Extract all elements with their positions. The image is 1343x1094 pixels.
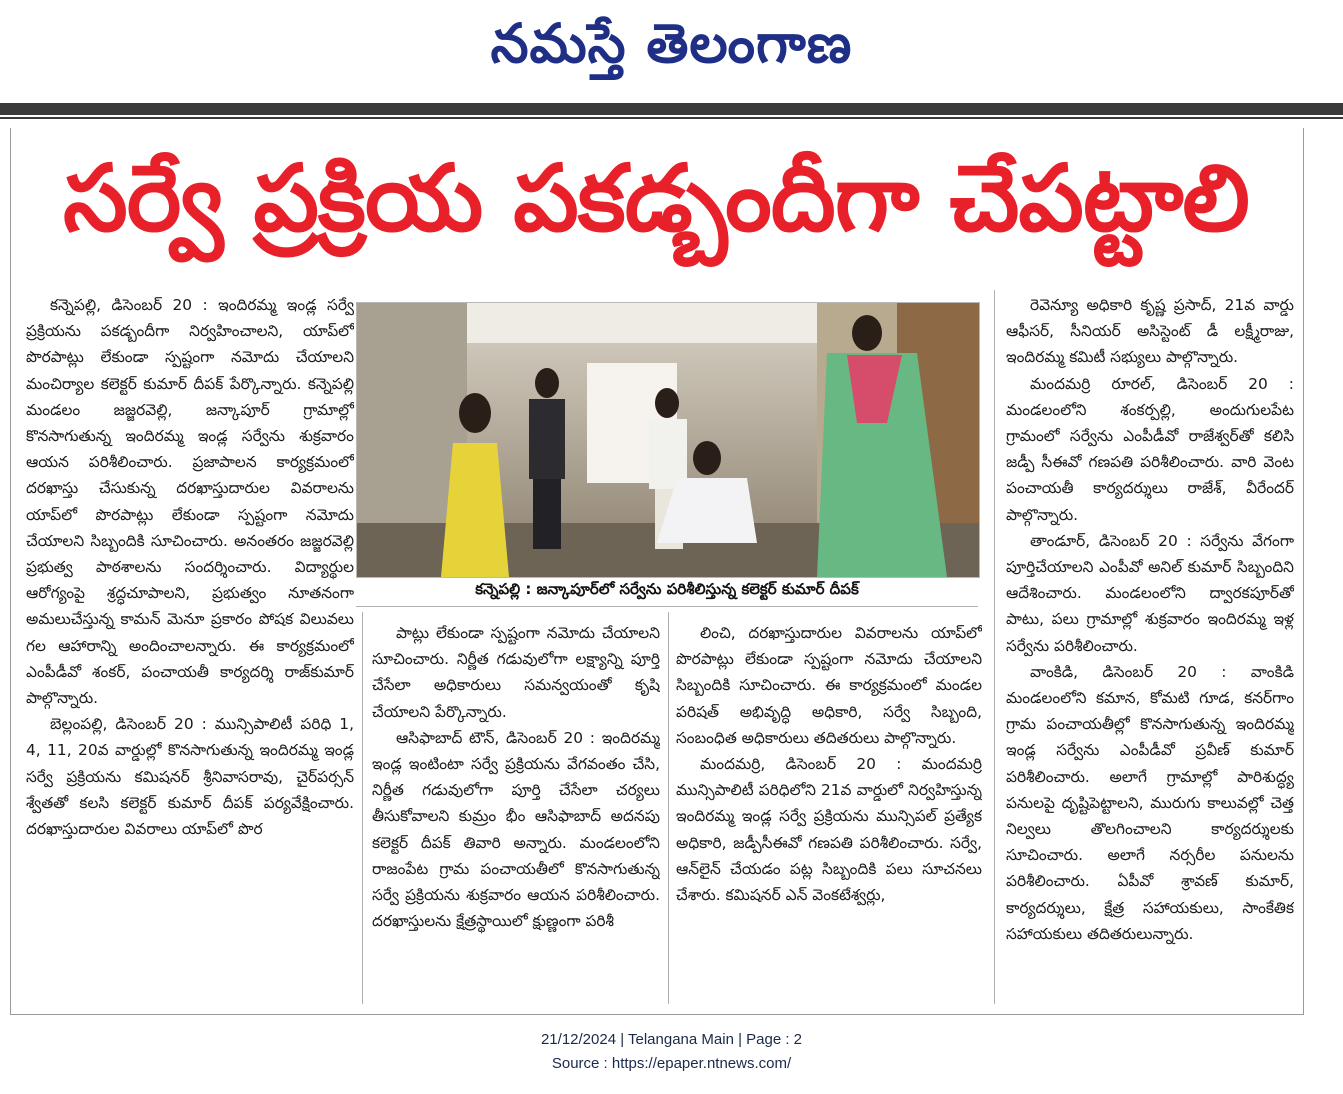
paragraph: పాట్లు లేకుండా స్పష్టంగా నమోదు చేయాలని సూచించారు. నిర్ణీత గడువులోగా లక్ష్యాన్ని పూర్తి చేసేలా అధికారులు సమన్వయంతో కృషి చేయాలని పేర్కొన్నారు. — [372, 624, 660, 721]
masthead — [0, 0, 1343, 100]
column-divider — [668, 612, 669, 1004]
masthead-rule-thin — [0, 117, 1343, 119]
column-divider — [994, 290, 995, 1004]
paragraph: తాండూర్, డిసెంబర్ 20 : సర్వేను వేగంగా పూర్తిచేయాలని ఎంపీవో అనిల్ కుమార్ సిబ్బందిని ఆదేశించారు. మండలంలోని ద్వారకపూర్‌తో పాటు, పలు గ్రామాల్లో శుక్రవారం ఇందిరమ్మ ఇళ్ల సర్వేను పరిశీలించారు. — [1006, 531, 1294, 655]
footer-source: Source : https://epaper.ntnews.com/ — [551, 1055, 792, 1072]
article-column-3 — [676, 620, 982, 1004]
article-column-1 — [26, 292, 354, 1004]
paragraph: బెల్లంపల్లి, డిసెంబర్ 20 : మున్సిపాలిటీ పరిధి 1, 4, 11, 20వ వార్డుల్లో కొనసాగుతున్న ఇందిరమ్మ ఇండ్ల సర్వే ప్రక్రియను కమిషనర్ శ్రీనివాసరావు, చైర్‌పర్సన్ శ్వేతతో కలసి కలెక్టర్ కుమార్ దీపక్ పర్యవేక్షించారు. దరఖాస్తుదారుల వివరాలు యాప్‌లో పొర — [26, 715, 354, 839]
photo-illustration — [357, 303, 979, 577]
paragraph: ఆసిఫాబాద్ టౌన్, డిసెంబర్ 20 : ఇందిరమ్మ ఇండ్ల ఇంటింటా సర్వే ప్రక్రియను వేగవంతం చేసి, నిర్ణీత గడువులోగా పూర్తి చేసేలా చర్యలు తీసుకోవాలని కుమ్రం భీం ఆసిఫాబాద్ అదనపు కలెక్టర్ దీపక్ తివారి అన్నారు. మండలంలోని రాజంపేట గ్రామ పంచాయతీలో కొనసాగుతున్న సర్వే ప్రక్రియను శుక్రవారం ఆయన పరిశీలించారు. దరఖాస్తులను క్షేత్రస్థాయిలో క్షుణ్ణంగా పరిశీ — [372, 728, 660, 931]
photo-caption — [356, 578, 978, 604]
masthead-title: నమస్తే తెలంగాణ — [490, 11, 853, 75]
column-divider — [362, 612, 363, 1004]
article-column-2 — [372, 620, 660, 1004]
article-column-4 — [1006, 292, 1294, 1004]
page-footer — [0, 1028, 1343, 1076]
headline-text: సర్వే ప్రక్రియ పకడ్బందీగా చేపట్టాలి — [63, 145, 1249, 252]
masthead-rule-thick — [0, 103, 1343, 115]
paragraph: మందమర్రి, డిసెంబర్ 20 : మందమర్రి మున్సిపాలిటీ పరిధిలోని 21వ వార్డులో నిర్వహిస్తున్న ఇందిరమ్మ ఇండ్ల సర్వే ప్రక్రియను మున్సిపల్ ప్రత్యేక అధికారి, జడ్పీసీఈవో గణపతి పరిశీలించారు. సర్వే, ఆన్‌లైన్ చేయడం పట్ల సిబ్బందికి పలు సూచనలు చేశారు. కమిషనర్ ఎన్ వెంకటేశ్వర్లు, — [676, 755, 982, 905]
photo-caption-text: కన్నెపల్లి : జన్కాపూర్‌లో సర్వేను పరిశీలిస్తున్న కలెక్టర్ కుమార్ దీపక్ — [475, 580, 859, 598]
paragraph: వాంకిడి, డిసెంబర్ 20 : వాంకిడి మండలంలోని కమాన, కోమటి గూడ, కనర్‌గాం గ్రామ పంచాయతీల్లో కొనసాగుతున్న ఇందిరమ్మ ఇండ్ల సర్వేను ఎంపీడీవో ప్రవీణ్ కుమార్ పరిశీలించారు. అలాగే గ్రామాల్లో పారిశుద్ధ్య పనులపై దృష్టిపెట్టాలని, మురుగు కాలువల్లో చెత్త నిల్వలు తొలగించాలని కార్యదర్శులకు సూచించారు. అలాగే నర్సరీల పనులను పరిశీలించారు. ఏపీవో శ్రావణ్ కుమార్, కార్యదర్శులు, క్షేత్ర సహాయకులు, సాంకేతిక సహాయకులు తదితరులున్నారు. — [1006, 662, 1294, 943]
footer-dateline: 21/12/2024 | Telangana Main | Page : 2 — [540, 1031, 803, 1048]
article-photo — [356, 302, 980, 578]
caption-rule — [356, 606, 978, 607]
paragraph: మందమర్రి రూరల్, డిసెంబర్ 20 : మండలంలోని శంకర్పల్లి, అందుగులపేట గ్రామంలో సర్వేను ఎంపీడీవో రాజేశ్వర్‌తో కలిసి జడ్పీ సీఈవో గణపతి పరిశీలించారు. వారి వెంట పంచాయతీ కార్యదర్శులు రాజేశ్, వీరేందర్ పాల్గొన్నారు. — [1006, 374, 1294, 524]
paragraph: రెవెన్యూ అధికారి కృష్ణ ప్రసాద్, 21వ వార్డు ఆఫీసర్, సీనియర్ అసిస్టెంట్ డీ లక్ష్మీరాజు, ఇందిరమ్మ కమిటీ సభ్యులు పాల్గొన్నారు. — [1006, 296, 1294, 367]
paragraph: కన్నెపల్లి, డిసెంబర్ 20 : ఇందిరమ్మ ఇండ్ల సర్వే ప్రక్రియను పకడ్బందీగా నిర్వహించాలని, యాప్‌లో పొరపాట్లు లేకుండా స్పష్టంగా నమోదు చేయాలని మంచిర్యాల కలెక్టర్ కుమార్ దీపక్ పేర్కొన్నారు. కన్నెపల్లి మండలం జజ్జరవెల్లి, జన్కాపూర్ గ్రామాల్లో కొనసాగుతున్న ఇందిరమ్మ ఇండ్ల సర్వేను శుక్రవారం ఆయన పరిశీలించారు. ప్రజాపాలన కార్యక్రమంలో దరఖాస్తు చేసుకున్న దరఖాస్తుదారుల వివరాలను యాప్‌లో పొరపాట్లు లేకుండా స్పష్టంగా నమోదు చేయాలని సిబ్బందికి సూచించారు. అనంతరం జజ్జరవెల్లి ప్రభుత్వ పాఠశాలను సందర్శించారు. విద్యార్థుల ఆరోగ్యంపై శ్రద్ధచూపాలని, ప్రభుత్వం నూతనంగా అమలుచేస్తున్న కామన్ మెనూ ప్రకారం పోషక విలువలు గల ఆహారాన్ని అందించాలన్నారు. ఈ కార్యక్రమంలో ఎంపీడీవో శంకర్, పంచాయతీ కార్యదర్శి రాజ్‌కుమార్ పాల్గొన్నారు. — [26, 296, 354, 708]
paragraph: లించి, దరఖాస్తుదారుల వివరాలను యాప్‌లో పొరపాట్లు లేకుండా స్పష్టంగా నమోదు చేయాలని సిబ్బందికి సూచించారు. ఈ కార్యక్రమంలో మండల పరిషత్ అభివృద్ధి అధికారి, సర్వే సిబ్బంది, సంబంధిత అధికారులు తదితరులు పాల్గొన్నారు. — [676, 624, 982, 747]
article-headline — [10, 140, 1302, 280]
